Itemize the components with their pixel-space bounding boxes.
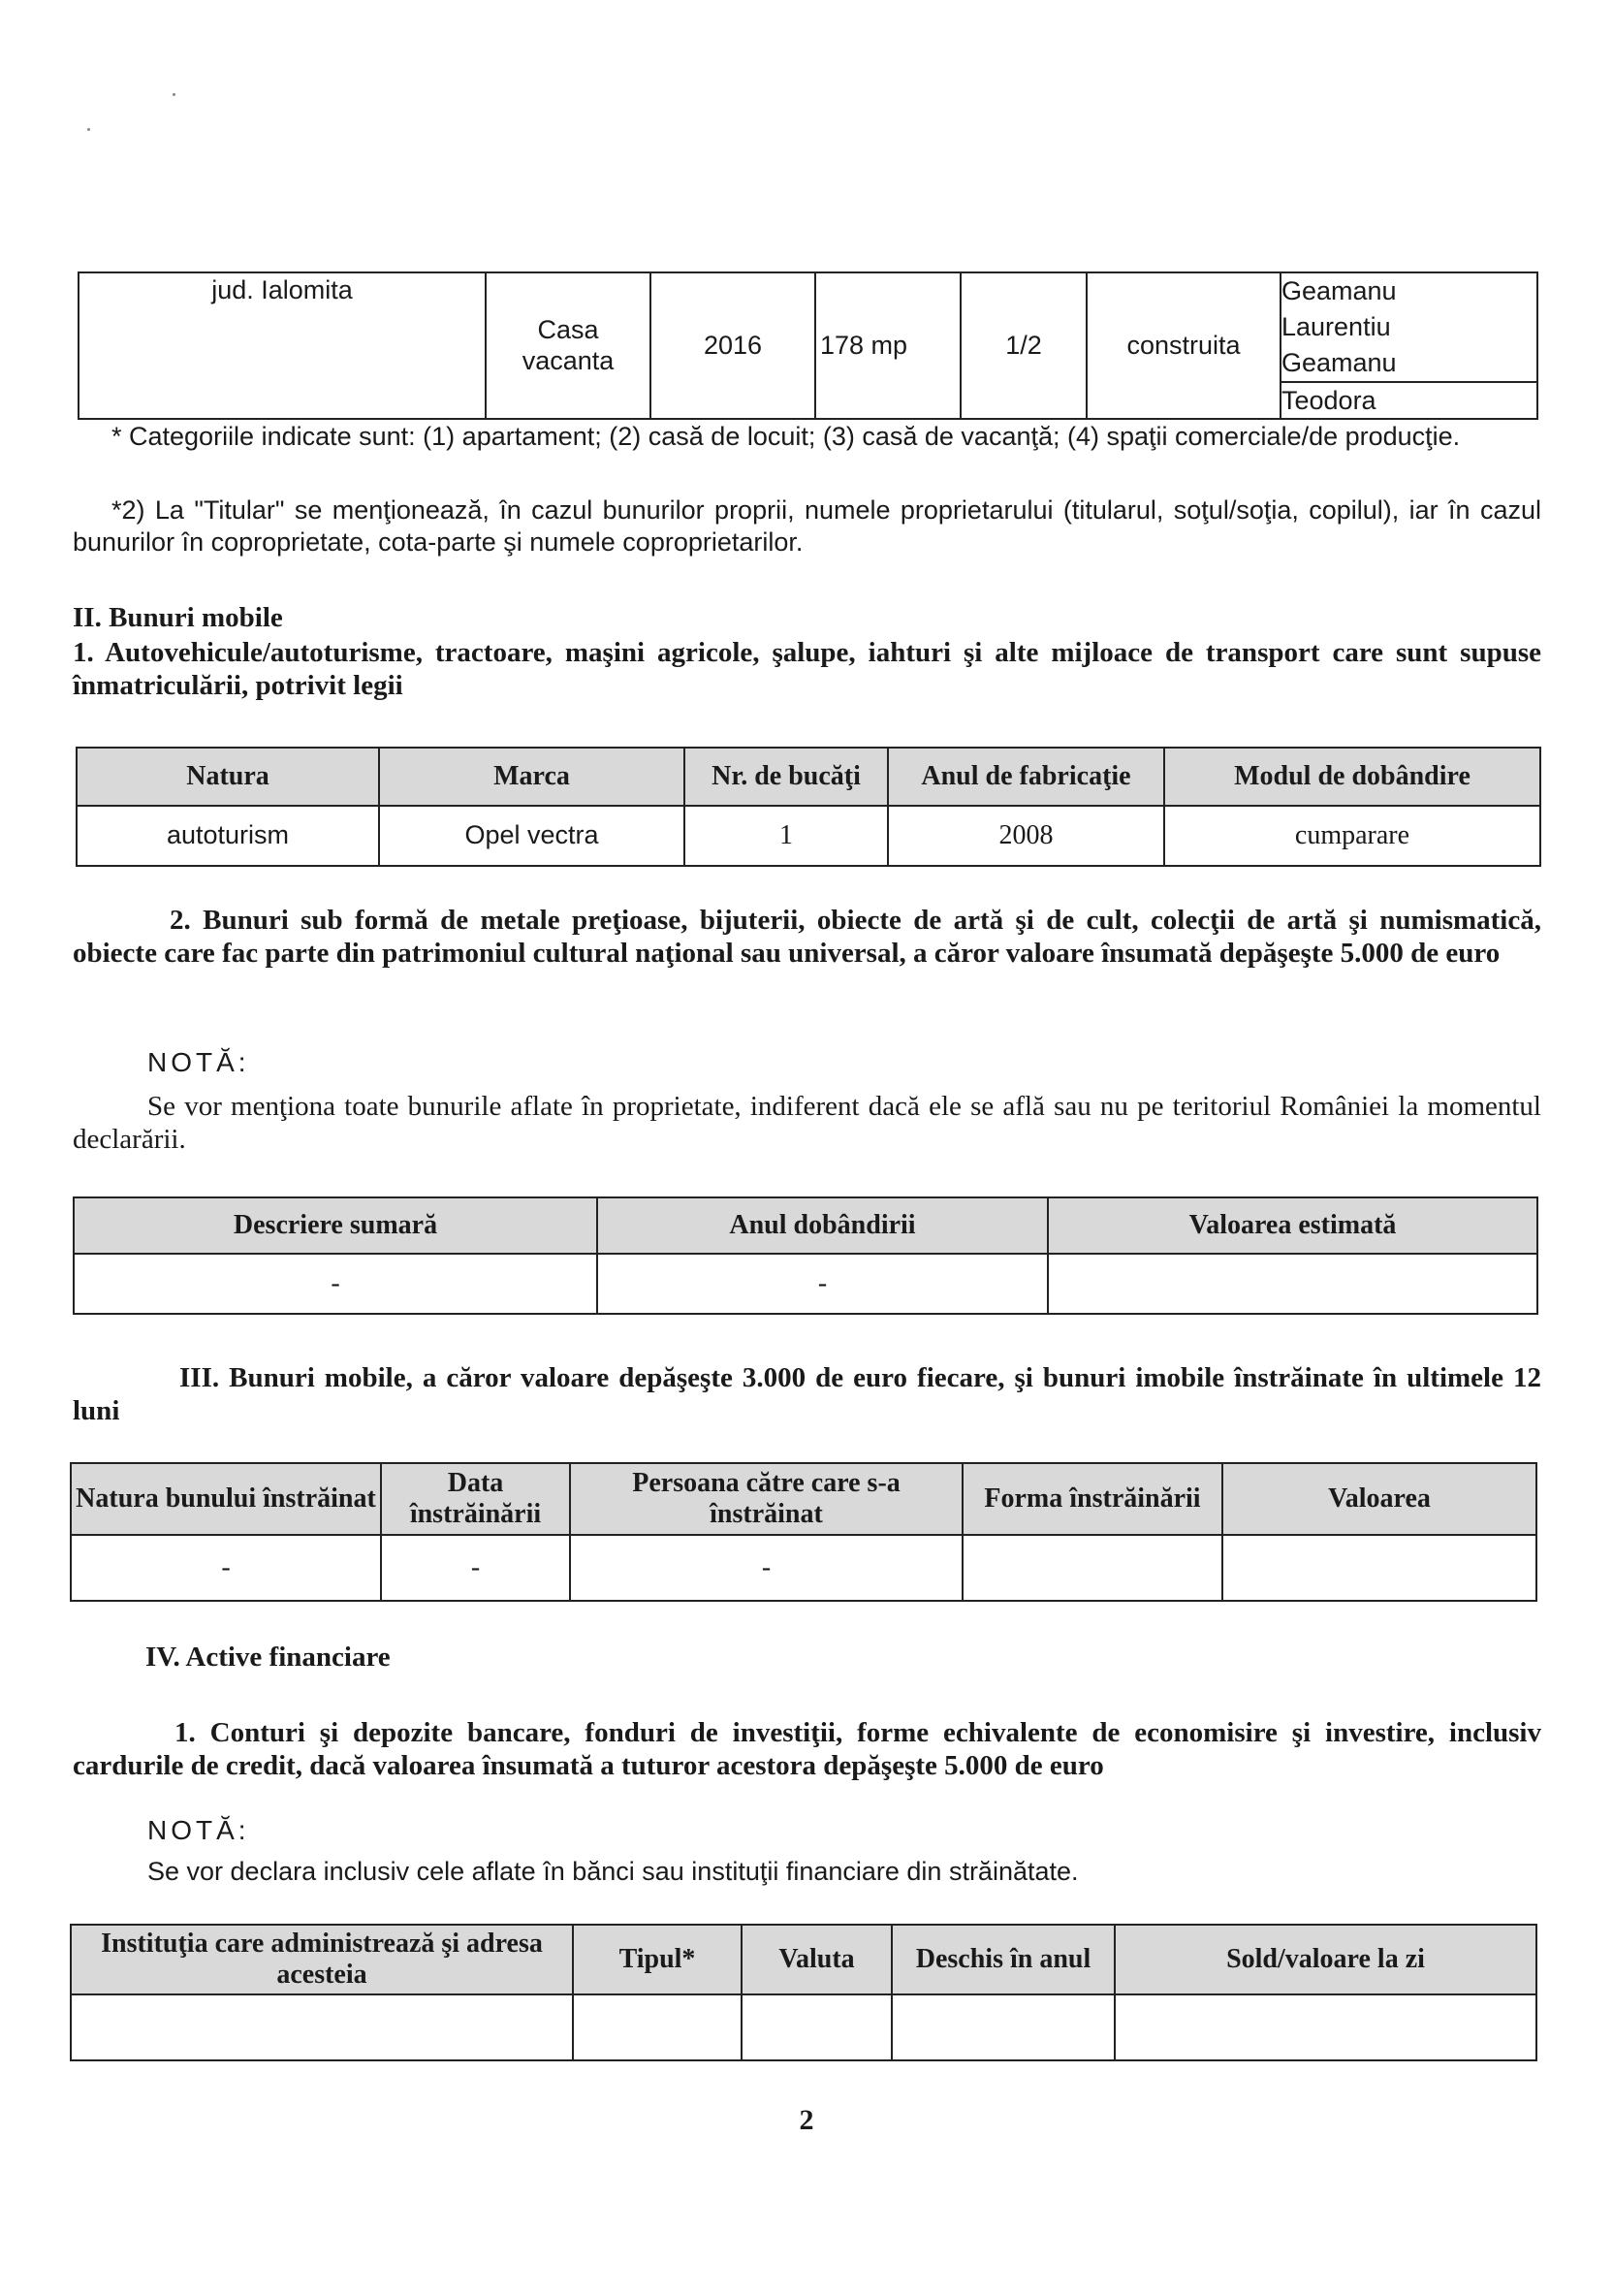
- nota-text: Se vor menţiona toate bunurile aflate în proprietate, indiferent dacă ele se află sau nu pe teritoriul României la momentul declarării.: [73, 1091, 1541, 1155]
- alienated-valoare: [1222, 1535, 1536, 1601]
- table-row: [77, 806, 1540, 866]
- account-sold: [1115, 1994, 1536, 2060]
- section-4-sub1: 1. Conturi şi depozite bancare, fonduri de investiţii, forme echivalente de economisire şi investire, inclusiv cardurile de credit, dacă valoarea însumată a tuturor acestora depăşeşte 5.000 de euro: [73, 1717, 1541, 1781]
- account-tipul: [573, 1994, 742, 2060]
- vehicles-header-marca: Marca: [379, 748, 684, 806]
- table-row: [71, 1994, 1536, 2060]
- alienated-persoana: -: [570, 1535, 963, 1601]
- section-4-title: IV. Active financiare: [145, 1642, 391, 1673]
- nota-label: NOTĂ:: [147, 1047, 250, 1077]
- alienated-header-natura: Natura bunului înstrăinat: [71, 1463, 381, 1535]
- scan-speck: [87, 128, 90, 131]
- accounts-header-valuta: Valuta: [742, 1925, 892, 1994]
- property-area: 178 mp: [815, 272, 961, 419]
- table-row: [71, 1535, 1536, 1601]
- accounts-header-sold: Sold/valoare la zi: [1115, 1925, 1536, 1994]
- property-location: jud. Ialomita: [79, 272, 486, 419]
- alienated-table: [70, 1462, 1537, 1602]
- section-3-title: III. Bunuri mobile, a căror valoare depăşeşte 3.000 de euro fiecare, şi bunuri imobile înstrăinate în ultimele 12 luni: [73, 1362, 1541, 1426]
- valuable-descriere: -: [74, 1254, 597, 1314]
- property-share: 1/2: [961, 272, 1087, 419]
- valuables-table: [73, 1196, 1538, 1315]
- alienated-header-data: Data înstrăinării: [381, 1463, 570, 1535]
- section-2-sub2: 2. Bunuri sub formă de metale preţioase, bijuterii, obiecte de artă şi de cult, colecţii de artă şi numismatică, obiecte care fac parte din patrimoniul cultural naţional sau universal, a căror valoare însumată depăşeşte 5.000 de euro: [73, 905, 1541, 969]
- property-category: [486, 272, 650, 419]
- account-valuta: [742, 1994, 892, 2060]
- account-deschis: [892, 1994, 1115, 2060]
- property-year: 2016: [650, 272, 815, 419]
- holder-line: Laurentiu: [1281, 312, 1391, 341]
- vehicle-an: 2008: [888, 806, 1164, 866]
- property-mode: construita: [1087, 272, 1281, 419]
- valuable-an: -: [597, 1254, 1048, 1314]
- nota-text: Se vor declara inclusiv cele aflate în bănci sau instituţii financiare din străinătate.: [147, 1857, 1079, 1886]
- alienated-forma: [963, 1535, 1222, 1601]
- vehicle-mod: cumparare: [1164, 806, 1540, 866]
- titular-note: *2) La "Titular" se menţionează, în cazul bunurilor proprii, numele proprietarului (titularul, soţul/soţia, copilul), iar în cazul bunurilor în coproprietate, cota-parte şi numele coproprietarilor.: [73, 495, 1541, 557]
- accounts-table: [70, 1924, 1537, 2061]
- table-row: [74, 1254, 1537, 1314]
- holder-line: Geamanu: [1281, 348, 1397, 377]
- vehicles-header-an: Anul de fabricaţie: [888, 748, 1164, 806]
- category-note: * Categoriile indicate sunt: (1) apartament; (2) casă de locuit; (3) casă de vacanţă; (4) spaţii comerciale/de producţie.: [111, 422, 1461, 451]
- accounts-header-tipul: Tipul*: [573, 1925, 742, 1994]
- alienated-header-valoare: Valoarea: [1222, 1463, 1536, 1535]
- valuables-header-valoare: Valoarea estimată: [1048, 1197, 1537, 1254]
- property-category-text: Casa vacanta: [522, 315, 615, 375]
- page-number: 2: [799, 2104, 814, 2136]
- holder-line: Geamanu: [1281, 276, 1397, 305]
- vehicles-header-mod: Modul de dobândire: [1164, 748, 1540, 806]
- valuables-header-descriere: Descriere sumară: [74, 1197, 597, 1254]
- vehicles-header-bucati: Nr. de bucăţi: [684, 748, 888, 806]
- vehicle-natura: autoturism: [77, 806, 379, 866]
- section-2-sub1: 1. Autovehicule/autoturisme, tractoare, maşini agricole, şalupe, iahturi şi alte mijloace de transport care sunt supuse înmatriculării, potrivit legii: [73, 637, 1541, 701]
- vehicles-header-natura: Natura: [77, 748, 379, 806]
- section-2-title: II. Bunuri mobile: [73, 602, 283, 633]
- vehicles-table: [76, 747, 1541, 867]
- alienated-data: -: [381, 1535, 570, 1601]
- alienated-header-forma: Forma înstrăinării: [963, 1463, 1222, 1535]
- account-institutia: [71, 1994, 573, 2060]
- vehicle-marca: Opel vectra: [379, 806, 684, 866]
- accounts-header-institutia: Instituţia care administrează şi adresa acesteia: [71, 1925, 573, 1994]
- property-holders: [1281, 272, 1537, 419]
- holder-line: Teodora: [1281, 381, 1536, 418]
- valuables-header-an: Anul dobândirii: [597, 1197, 1048, 1254]
- alienated-header-persoana: Persoana către care s-a înstrăinat: [570, 1463, 963, 1535]
- alienated-natura: -: [71, 1535, 381, 1601]
- vehicle-bucati: 1: [684, 806, 888, 866]
- scan-speck: [173, 93, 175, 96]
- property-table: [78, 271, 1538, 420]
- nota-label: NOTĂ:: [147, 1815, 250, 1845]
- accounts-header-deschis: Deschis în anul: [892, 1925, 1115, 1994]
- valuable-valoare: [1048, 1254, 1537, 1314]
